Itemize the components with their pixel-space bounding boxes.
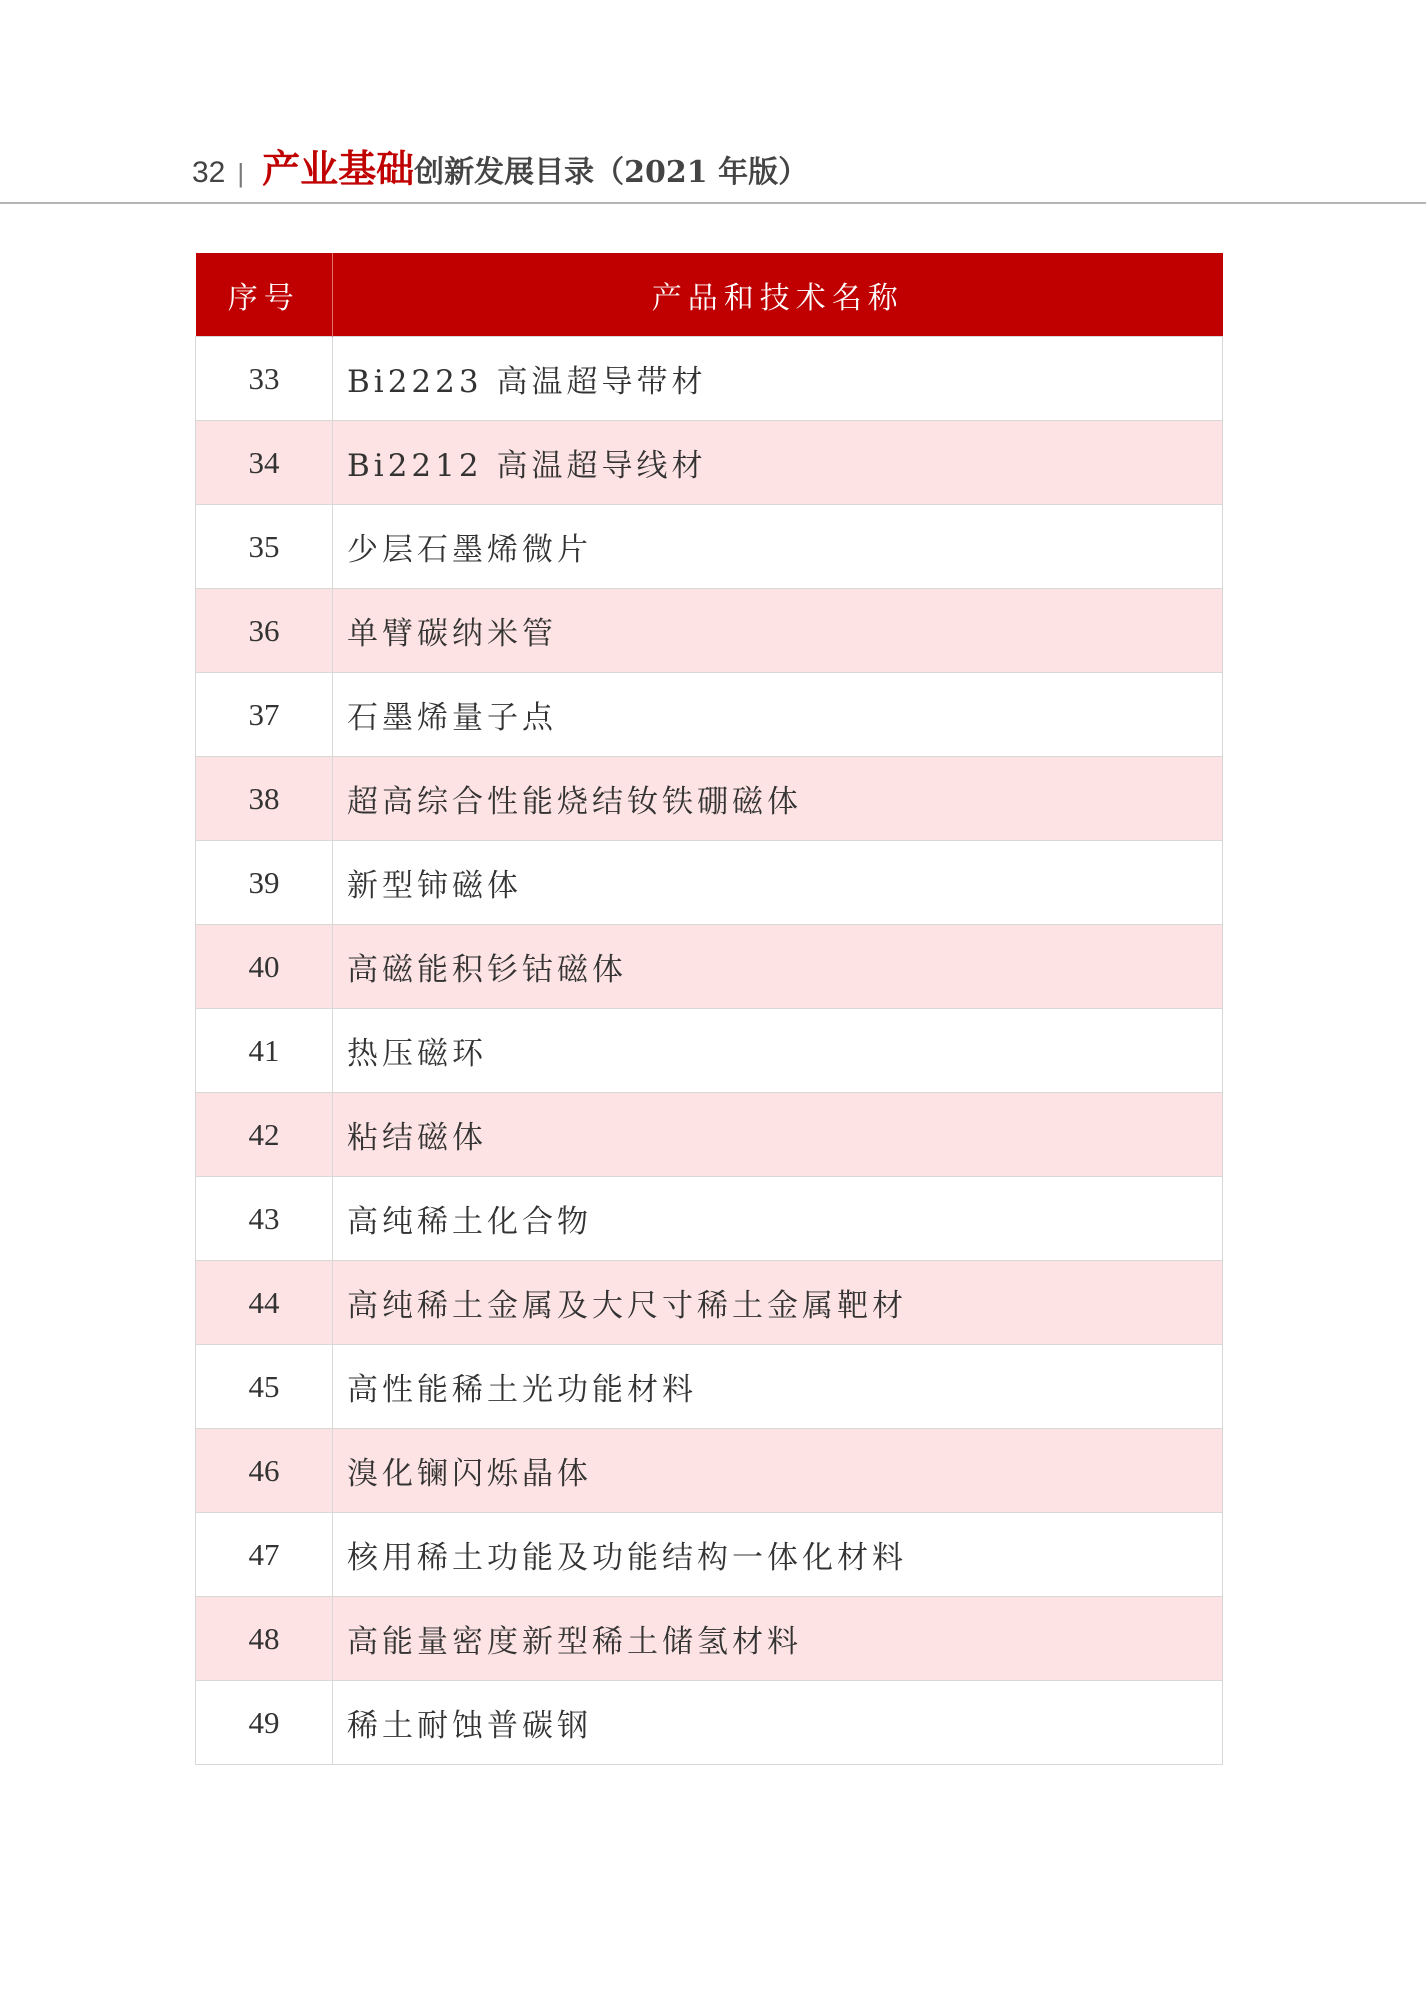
header-separator: | bbox=[237, 158, 245, 188]
table-row bbox=[196, 421, 1223, 505]
page-header bbox=[192, 138, 808, 194]
row-number: 44 bbox=[196, 1261, 333, 1345]
row-product-name: 高磁能积钐钴磁体 bbox=[333, 925, 1223, 1009]
table-row bbox=[196, 1261, 1223, 1345]
row-product-name: 热压磁环 bbox=[333, 1009, 1223, 1093]
row-product-name: 稀土耐蚀普碳钢 bbox=[333, 1681, 1223, 1765]
row-number: 43 bbox=[196, 1177, 333, 1261]
product-table-container bbox=[195, 253, 1222, 1765]
row-product-name: 石墨烯量子点 bbox=[333, 673, 1223, 757]
row-product-name: 超高综合性能烧结钕铁硼磁体 bbox=[333, 757, 1223, 841]
row-number: 46 bbox=[196, 1429, 333, 1513]
table-row bbox=[196, 1597, 1223, 1681]
table-row bbox=[196, 1429, 1223, 1513]
table-row bbox=[196, 757, 1223, 841]
row-product-name: 高能量密度新型稀土储氢材料 bbox=[333, 1597, 1223, 1681]
row-product-name: 核用稀土功能及功能结构一体化材料 bbox=[333, 1513, 1223, 1597]
table-row bbox=[196, 673, 1223, 757]
row-number: 39 bbox=[196, 841, 333, 925]
table-row bbox=[196, 1093, 1223, 1177]
table-row bbox=[196, 841, 1223, 925]
row-product-name: 高纯稀土金属及大尺寸稀土金属靶材 bbox=[333, 1261, 1223, 1345]
row-product-name: 高纯稀土化合物 bbox=[333, 1177, 1223, 1261]
row-product-name: Bi2223 高温超导带材 bbox=[333, 337, 1223, 421]
row-number: 36 bbox=[196, 589, 333, 673]
table-row bbox=[196, 1513, 1223, 1597]
row-product-name: Bi2212 高温超导线材 bbox=[333, 421, 1223, 505]
table-row bbox=[196, 1681, 1223, 1765]
table-row bbox=[196, 505, 1223, 589]
row-number: 47 bbox=[196, 1513, 333, 1597]
table-row bbox=[196, 589, 1223, 673]
row-number: 45 bbox=[196, 1345, 333, 1429]
table-row bbox=[196, 925, 1223, 1009]
document-title-accent: 产业基础 bbox=[262, 146, 415, 191]
table-row bbox=[196, 337, 1223, 421]
row-number: 34 bbox=[196, 421, 333, 505]
row-product-name: 高性能稀土光功能材料 bbox=[333, 1345, 1223, 1429]
row-number: 38 bbox=[196, 757, 333, 841]
column-header-number: 序号 bbox=[196, 253, 333, 337]
row-number: 48 bbox=[196, 1597, 333, 1681]
row-number: 41 bbox=[196, 1009, 333, 1093]
column-header-name: 产品和技术名称 bbox=[333, 253, 1223, 337]
row-number: 42 bbox=[196, 1093, 333, 1177]
row-number: 33 bbox=[196, 337, 333, 421]
row-product-name: 溴化镧闪烁晶体 bbox=[333, 1429, 1223, 1513]
row-number: 49 bbox=[196, 1681, 333, 1765]
document-title-rest: 创新发展目录（2021 年版） bbox=[414, 155, 809, 190]
table-header-row bbox=[196, 253, 1223, 337]
row-number: 37 bbox=[196, 673, 333, 757]
product-table bbox=[195, 253, 1223, 1765]
row-number: 35 bbox=[196, 505, 333, 589]
header-divider bbox=[0, 202, 1426, 204]
table-row bbox=[196, 1345, 1223, 1429]
row-product-name: 粘结磁体 bbox=[333, 1093, 1223, 1177]
page-number: 32 bbox=[192, 156, 226, 189]
row-product-name: 单臂碳纳米管 bbox=[333, 589, 1223, 673]
row-product-name: 新型铈磁体 bbox=[333, 841, 1223, 925]
row-number: 40 bbox=[196, 925, 333, 1009]
table-row bbox=[196, 1177, 1223, 1261]
table-row bbox=[196, 1009, 1223, 1093]
row-product-name: 少层石墨烯微片 bbox=[333, 505, 1223, 589]
